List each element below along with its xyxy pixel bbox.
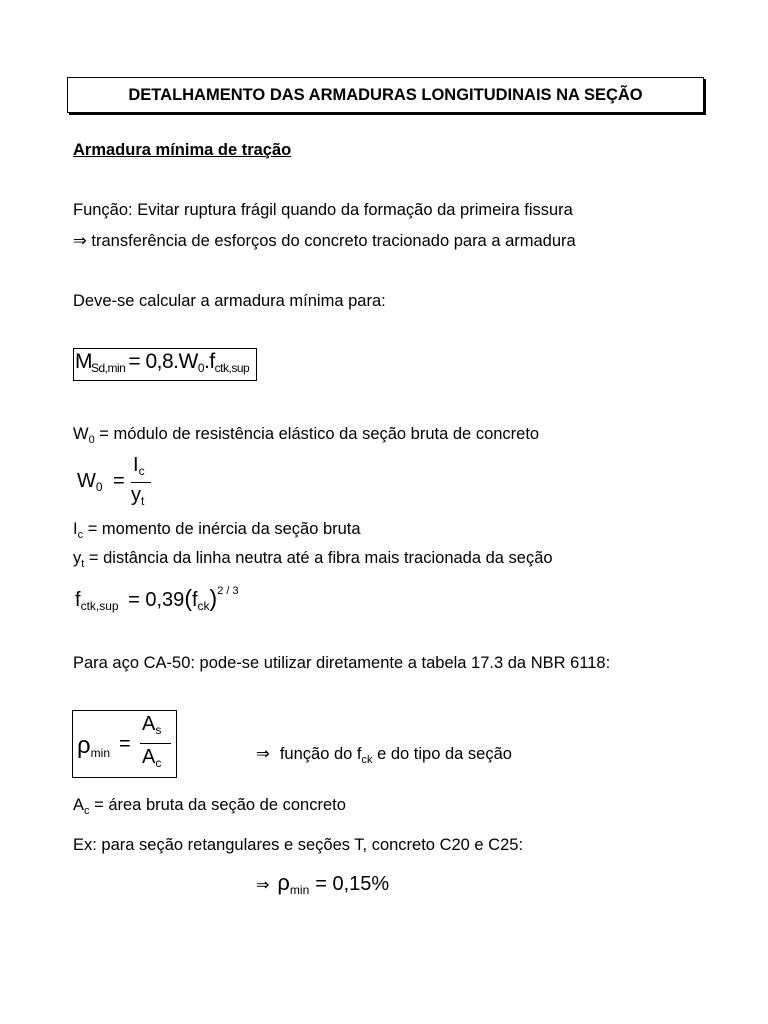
eq1-f: .f [204, 350, 215, 373]
eq3-f: f [75, 589, 81, 611]
eq4-denominator [142, 746, 161, 770]
eq3-paren-open: ( [184, 585, 192, 611]
ac-sub: c [84, 805, 90, 817]
funcao-fck-sub: ck [361, 754, 373, 766]
w0-text: = módulo de resistência elástico da seção bruta de concreto [99, 425, 540, 443]
yt-sub: t [81, 558, 85, 570]
eq2-num: I [133, 454, 139, 476]
eq2-w: W [77, 470, 96, 492]
eq2-fraction-line [131, 482, 151, 483]
yt-definition [73, 549, 553, 570]
eq4-fraction-line [140, 743, 171, 744]
eq1-w-sub: 0 [197, 361, 204, 375]
eq4-lhs [77, 732, 110, 760]
page-title-text: DETALHAMENTO DAS ARMADURAS LONGITUDINAIS NA SEÇÃO [128, 85, 643, 104]
eq4-equals: = [119, 733, 131, 755]
para-aco-line: Para aço CA-50: pode-se utilizar diretamente a tabela 17.3 da NBR 6118: [73, 654, 611, 672]
funcao-fck-pre: função do f [279, 745, 362, 763]
eq2-lhs [77, 470, 103, 494]
ic-sub: c [77, 529, 84, 541]
ac-text: = área bruta da seção de concreto [94, 796, 346, 814]
eq4-den-sub: c [155, 756, 162, 770]
equation-msd [75, 350, 249, 375]
deve-line: Deve-se calcular a armadura mínima para: [73, 292, 386, 310]
example-line: Ex: para seção retangulares e seções T, concreto C20 e C25: [73, 836, 524, 854]
eq3-f2: f [191, 589, 198, 611]
eq5-rhs: = 0,15% [315, 873, 390, 895]
equation-rho-min [256, 870, 389, 897]
eq1-m: M [75, 350, 92, 373]
eq5-rho-sub: min [289, 883, 310, 897]
eq4-rho: ρ [77, 732, 91, 759]
ac-definition [73, 796, 346, 817]
yt-text: = distância da linha neutra até a fibra mais tracionada da seção [88, 549, 553, 567]
ac-symbol: A [73, 796, 85, 814]
eq3-paren-close: ) [209, 585, 218, 611]
eq4-num: A [142, 713, 156, 735]
eq1-rhs: = 0,8.W [128, 350, 198, 373]
funcao-fck-line [256, 744, 512, 766]
eq1-m-sub: Sd,min [91, 361, 126, 375]
implies-arrow: ⇒ [256, 745, 270, 763]
equation-fctk [75, 585, 239, 613]
funcao-line: Função: Evitar ruptura frágil quando da formação da primeira fissura [73, 201, 573, 219]
eq2-w-sub: 0 [95, 480, 103, 494]
section-heading: Armadura mínima de tração [73, 141, 292, 159]
transfer-text: transferência de esforços do concreto tracionado para a armadura [91, 232, 576, 250]
eq3-f-sub: ctk,sup [80, 599, 119, 613]
yt-symbol: y [73, 549, 82, 567]
implies-arrow: ⇒ [73, 232, 87, 250]
funcao-fck-post: e do tipo da seção [372, 745, 512, 763]
eq2-den-sub: t [141, 494, 145, 508]
implies-arrow: ⇒ [256, 877, 270, 894]
w0-definition [73, 425, 539, 446]
eq4-numerator [142, 713, 161, 737]
eq4-den: A [142, 746, 156, 768]
w0-symbol: W [73, 425, 89, 443]
eq2-numerator [133, 454, 145, 478]
eq3-exponent: 2 / 3 [217, 585, 239, 597]
eq4-num-sub: s [155, 723, 162, 737]
ic-definition [73, 520, 361, 541]
ic-symbol: I [73, 520, 78, 538]
eq2-den: y [131, 484, 141, 506]
eq2-num-sub: c [138, 464, 145, 478]
page-title [67, 77, 704, 113]
eq2-equals: = [113, 470, 125, 492]
eq4-rho-sub: min [90, 746, 110, 760]
eq3-f2-sub: ck [197, 599, 210, 613]
transfer-line [73, 231, 576, 251]
w0-sub: 0 [88, 434, 95, 446]
eq1-f-sub: ctk,sup [214, 361, 250, 375]
eq3-rhs: = 0,39 [128, 589, 185, 611]
eq2-denominator [131, 484, 144, 508]
ic-text: = momento de inércia da seção bruta [87, 520, 361, 538]
eq5-rho: ρ [277, 870, 290, 895]
